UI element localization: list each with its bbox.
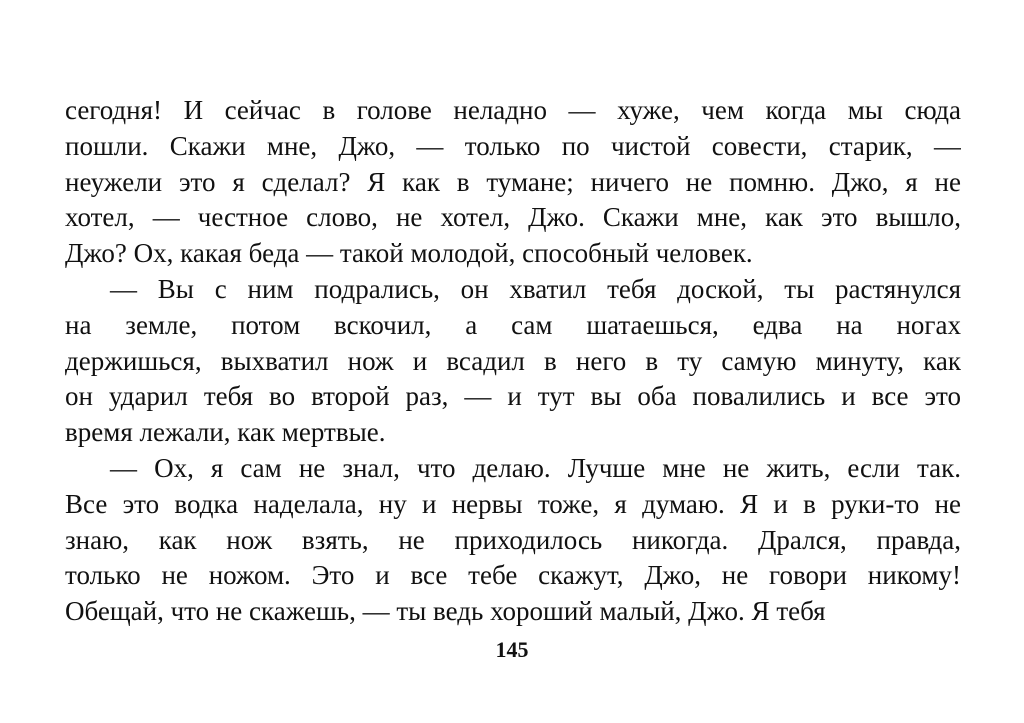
page-number: 145 [495,637,529,662]
text-line: на земле, потом вскочил, а сам шатаешься, едва на ногах [65,309,961,340]
text-line: знаю, как нож взять, не приходилось никогда. Дрался, правда, [65,524,961,555]
text-line: время лежали, как мертвые. [65,417,386,448]
text-line: Джо? Ох, какая беда — такой молодой, способный человек. [65,238,753,269]
text-line: держишься, выхватил нож и всадил в него в ту самую минуту, как [65,345,961,376]
text-line: пошли. Скажи мне, Джо, — только по чистой совести, старик, — [65,130,961,161]
text-line: — Ох, я сам не знал, что делаю. Лучше мне не жить, если так. [110,452,961,483]
text-line: сегодня! И сейчас в голове неладно — хуже, чем когда мы сюда [65,95,961,125]
text-line: Обещай, что не скажешь, — ты ведь хороший малый, Джо. Я тебя [65,596,826,627]
text-line: Все это водка наделала, ну и нервы тоже, я думаю. Я и в руки-то не [65,488,961,519]
body-text [65,93,961,630]
text-line: хотел, — честное слово, не хотел, Джо. Скажи мне, как это вышло, [65,202,961,233]
text-line: он ударил тебя во второй раз, — и тут вы оба повалились и все это [65,381,961,412]
text-line: неужели это я сделал? Я как в тумане; ничего не помню. Джо, я не [65,166,961,197]
text-line: — Вы с ним подрались, он хватил тебя доской, ты растянулся [110,273,961,304]
text-line: только не ножом. Это и все тебе скажут, Джо, не говори никому! [65,560,961,591]
